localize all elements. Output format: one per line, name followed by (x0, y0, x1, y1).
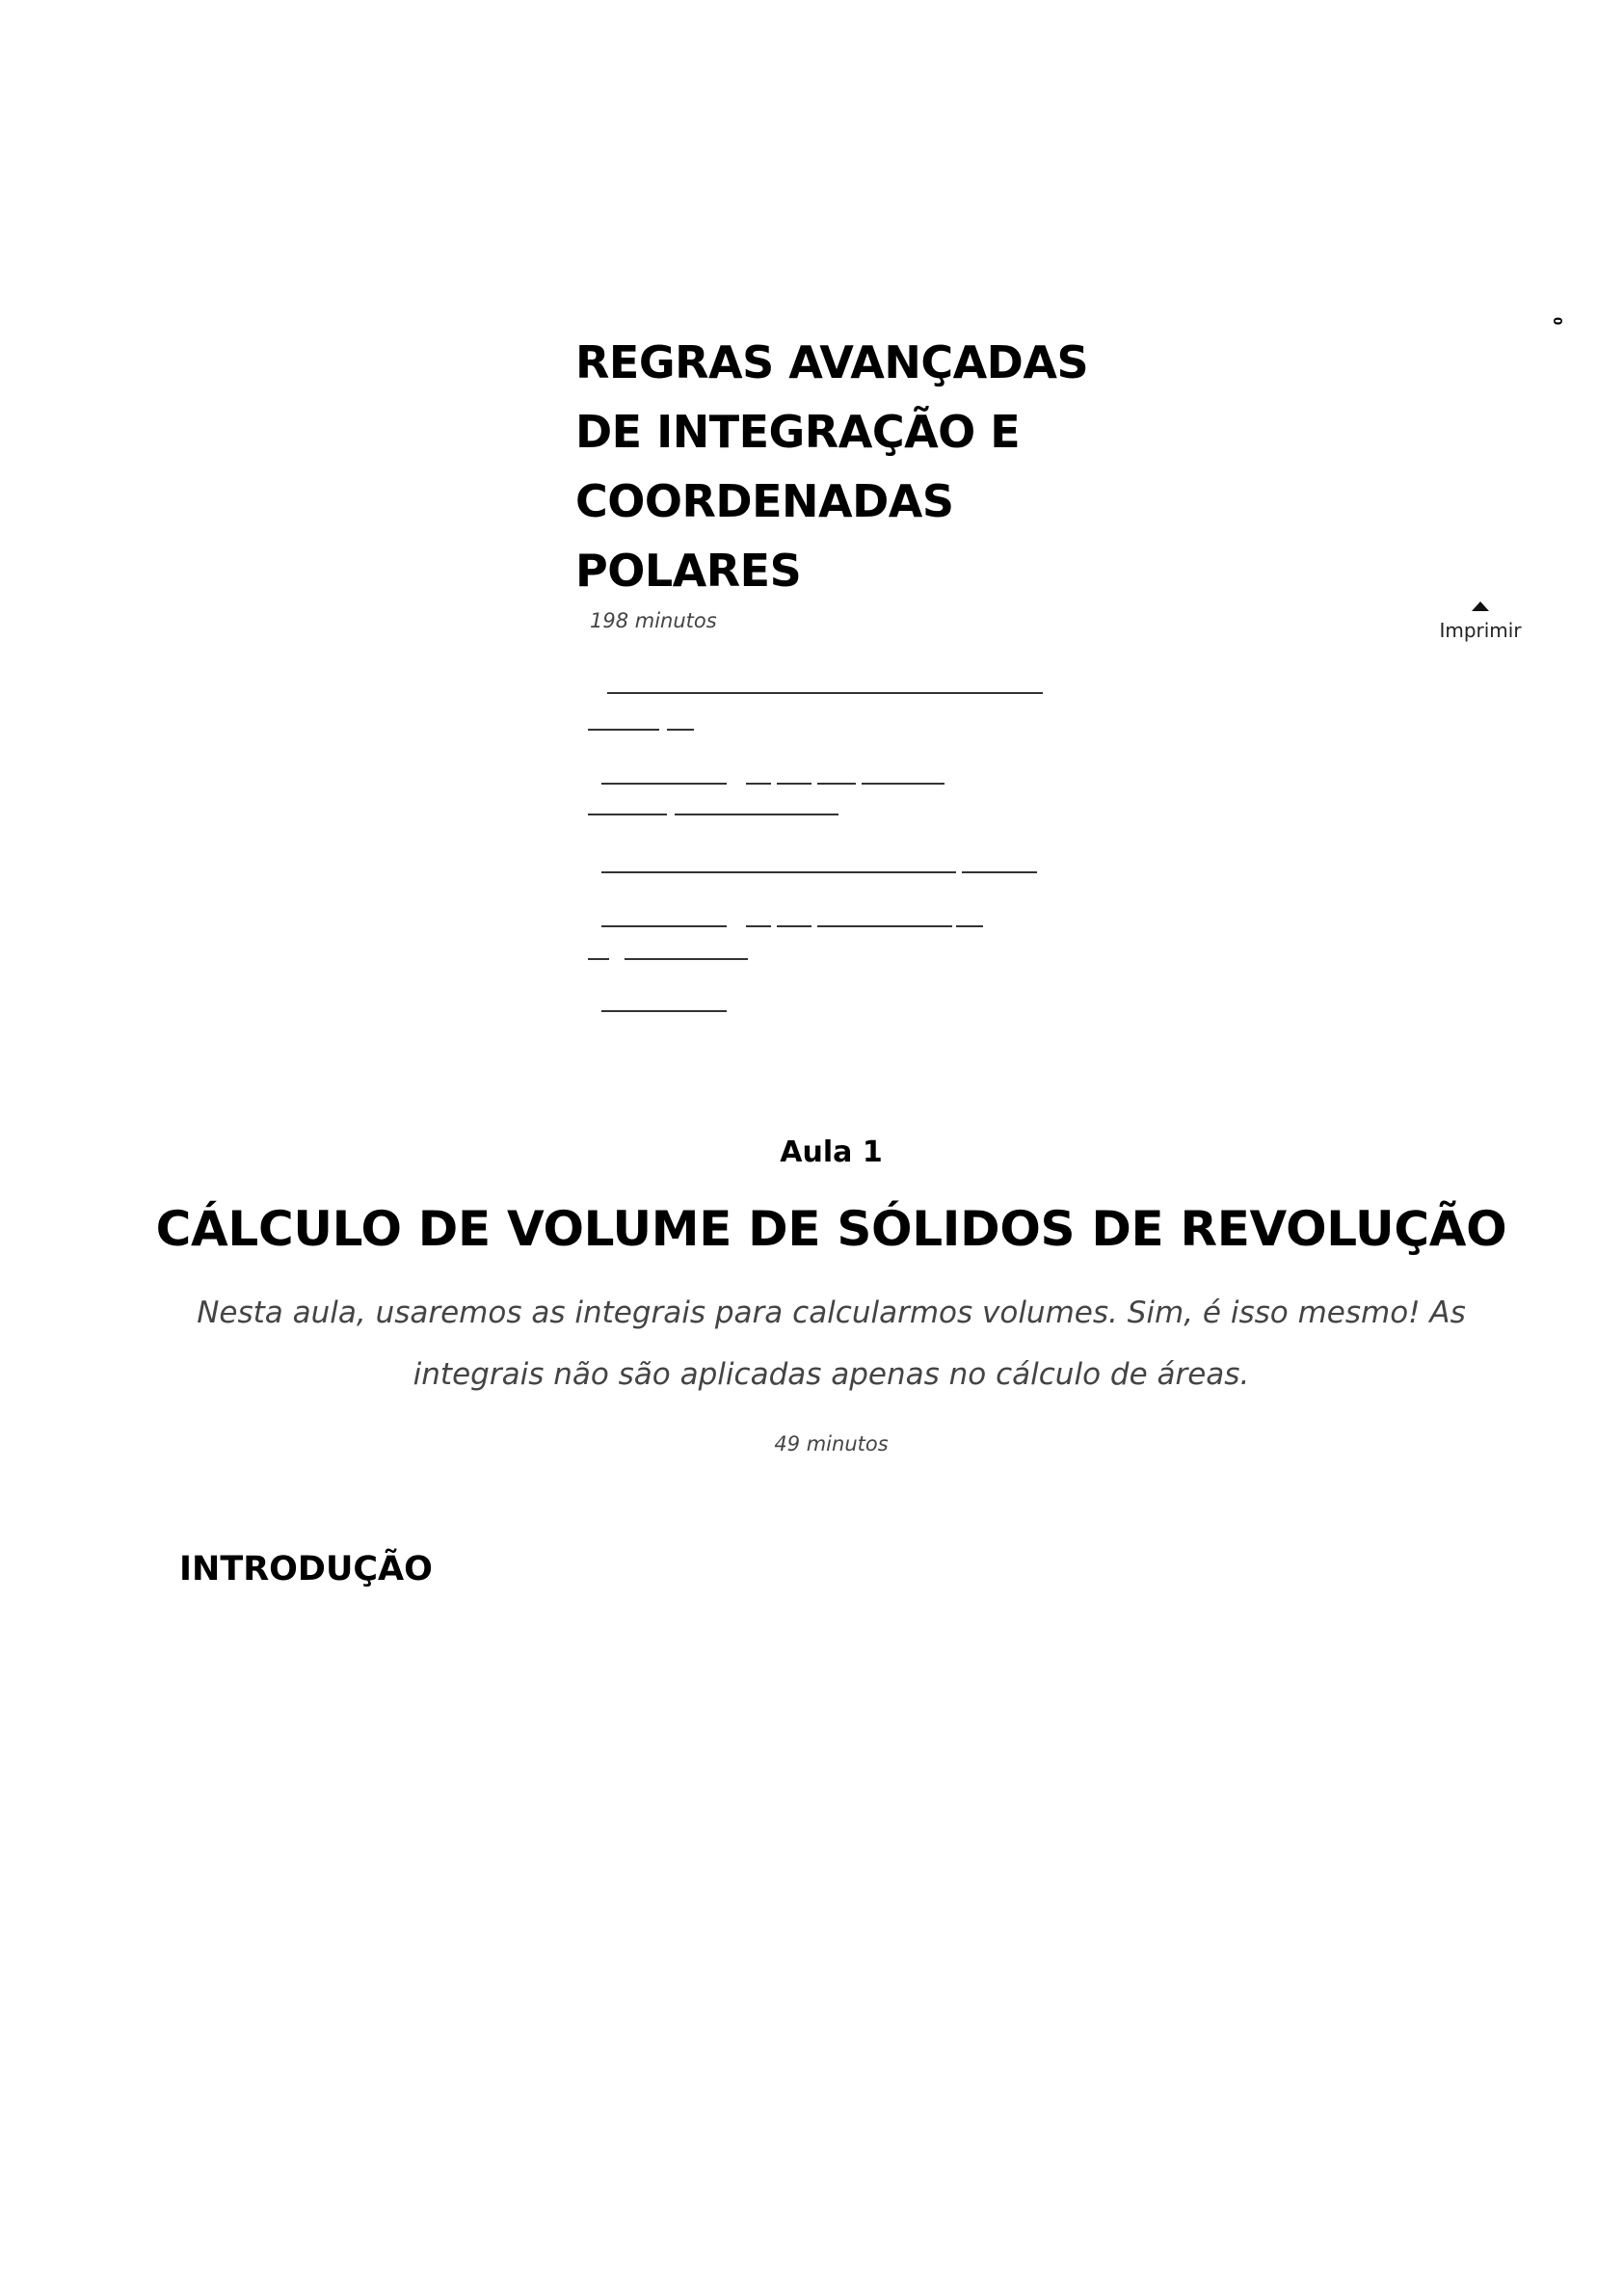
lesson-duration: 49 minutos (774, 1432, 889, 1455)
toc-link-1a[interactable] (607, 692, 1043, 694)
lesson-title: CÁLCULO DE VOLUME DE SÓLIDOS DE REVOLUÇÃO (155, 1201, 1507, 1257)
toc-link-1b[interactable] (588, 729, 659, 731)
toc-link-2b[interactable] (746, 783, 771, 785)
toc-link-2c[interactable] (777, 783, 812, 785)
toc-link-2g[interactable] (675, 814, 838, 815)
toc-link-3b[interactable] (962, 871, 1037, 873)
toc-link-4b[interactable] (746, 925, 771, 927)
toc-link-2a[interactable] (601, 783, 727, 785)
toc-link-4f[interactable] (588, 958, 609, 960)
toc-link-1c[interactable] (667, 729, 694, 731)
toc-link-5a[interactable] (601, 1010, 727, 1012)
toc-link-2e[interactable] (862, 783, 945, 785)
course-duration: 198 minutos (590, 609, 717, 632)
toc-link-4e[interactable] (956, 925, 983, 927)
triangle-up-icon (1472, 601, 1489, 611)
toc-link-4d[interactable] (817, 925, 952, 927)
lesson-subtitle: Nesta aula, usaremos as integrais para calcularmos volumes. Sim, é isso mesmo! As integrais não são aplicadas apenas no cálculo de áreas. (197, 1295, 1466, 1392)
toc-link-4a[interactable] (601, 925, 727, 927)
toc-link-2f[interactable] (588, 814, 667, 815)
toc-link-4c[interactable] (777, 925, 812, 927)
toc-link-2d[interactable] (817, 783, 856, 785)
toc-link-3a[interactable] (601, 871, 956, 873)
section-heading-introducao: INTRODUÇÃO (179, 1550, 433, 1589)
print-label: Imprimir (1439, 619, 1522, 642)
course-title: REGRAS AVANÇADAS DE INTEGRAÇÃO E COORDENADAS POLARES (575, 336, 1089, 597)
toc-link-4g[interactable] (625, 958, 748, 960)
print-button[interactable] (1432, 601, 1529, 642)
lesson-label: Aula 1 (780, 1135, 883, 1169)
corner-indicator: 0 (1551, 316, 1565, 326)
